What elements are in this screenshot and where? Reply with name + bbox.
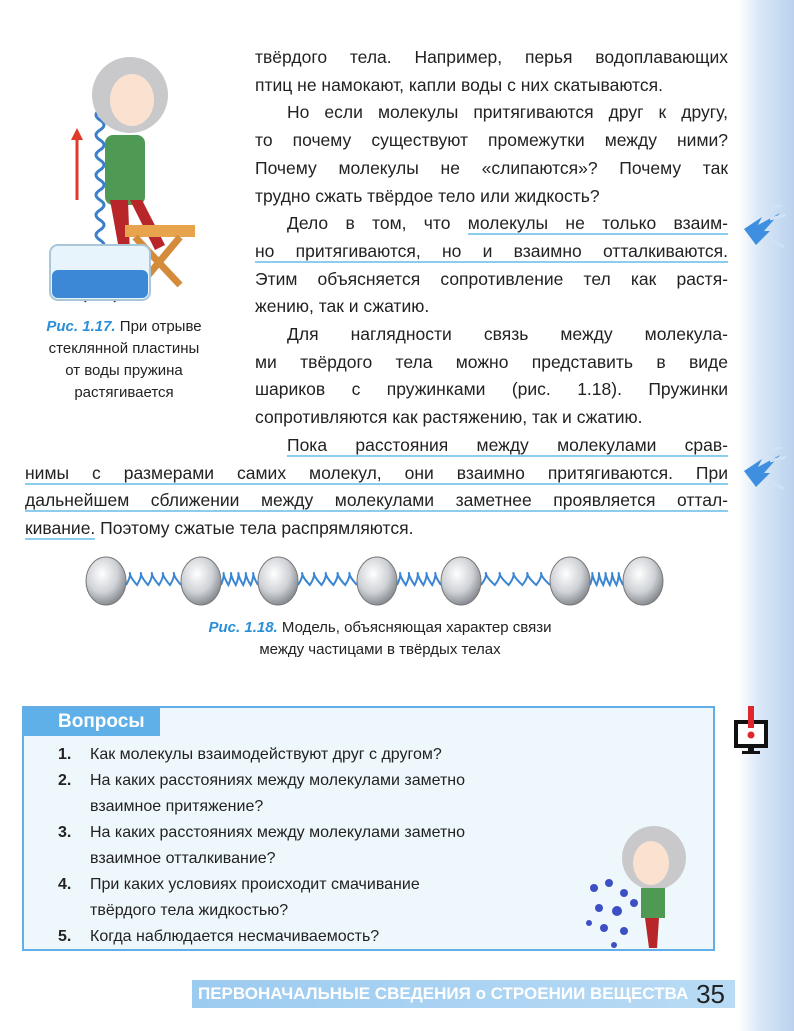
spring-icon — [221, 573, 258, 585]
text-segment: то почему существуют промежутки между ними? — [255, 130, 728, 151]
text-line — [25, 487, 728, 513]
highlight-arrow-icon — [740, 447, 786, 493]
highlighted-text: молекулы не только взаим- — [467, 213, 728, 234]
page-margin-strip — [738, 0, 794, 1031]
question-text: На каких расстояниях между молекулами заметно — [90, 824, 466, 841]
text-segment: твёрдого тела. Например, перья водоплавающих — [255, 47, 728, 67]
text-segment: ми твёрдого тела можно представить в виде — [255, 351, 728, 372]
text-line — [255, 155, 728, 181]
text-segment: трудно сжать твёрдое тело или жидкость? — [255, 185, 600, 206]
ball-molecule — [258, 557, 298, 605]
question-text: Как молекулы взаимодействуют друг с другом? — [90, 746, 442, 763]
caption-line: При отрыве — [119, 318, 202, 335]
page-number: 35 — [696, 979, 725, 1009]
spring-icon — [126, 573, 181, 585]
text-line — [25, 460, 728, 486]
ball-molecule — [86, 557, 126, 605]
caption-line: стеклянной пластины — [48, 340, 200, 357]
spring-icon — [590, 573, 623, 585]
text-segment: Но если молекулы притягиваются друг к другу, — [287, 102, 728, 123]
text-segment: птиц не намокают, капли воды с них скатываются. — [255, 74, 663, 95]
figure-1-17-illustration — [30, 40, 230, 310]
text-segment: жению, так и сжатию. — [255, 296, 430, 317]
caption-line: Модель, объясняющая характер связи — [281, 619, 552, 636]
spring-icon — [298, 573, 357, 585]
ball-molecule — [357, 557, 397, 605]
text-line — [255, 72, 728, 98]
question-number: 5. — [58, 928, 72, 945]
text-line — [255, 293, 728, 319]
figure-label: Рис. 1.18. — [208, 619, 278, 636]
highlighted-text: дальнейшем сближении между молекулами заметнее проявляется оттал- — [25, 490, 728, 511]
text-line — [255, 404, 728, 430]
question-number: 2. — [58, 772, 72, 789]
chapter-title: ПЕРВОНАЧАЛЬНЫЕ СВЕДЕНИЯ о СТРОЕНИИ ВЕЩЕСТВА — [198, 984, 689, 1003]
text-line — [287, 210, 728, 236]
scientist-with-molecule-model-illustration — [579, 823, 689, 948]
question-text: взаимное отталкивание? — [90, 850, 276, 867]
text-segment: Почему молекулы не «слипаются»? Почему так — [255, 157, 728, 178]
figure-label: Рис. 1.17. — [46, 318, 116, 335]
spring-icon — [397, 573, 441, 585]
question-text: взаимное притяжение? — [90, 798, 264, 815]
figure-1-17-caption — [28, 316, 220, 404]
figure-1-18-caption — [150, 617, 610, 661]
text-line — [255, 183, 728, 209]
caption-line: от воды пружина — [65, 362, 183, 379]
text-line — [255, 376, 728, 402]
text-line — [255, 238, 728, 264]
figure-1-18-ball-spring-model — [60, 555, 700, 607]
question-number: 1. — [58, 746, 72, 763]
text-segment: Для наглядности связь между молекула- — [287, 324, 728, 344]
ball-molecule — [550, 557, 590, 605]
text-segment: Дело в том, что — [287, 213, 468, 234]
questions-title: Вопросы — [24, 708, 160, 736]
highlighted-text: Пока расстояния между молекулами срав- — [287, 434, 728, 455]
question-number: 3. — [58, 824, 72, 841]
question-text: твёрдого тела жидкостью? — [90, 902, 289, 919]
text-line — [287, 432, 728, 458]
text-line — [255, 266, 728, 292]
text-line — [255, 349, 728, 375]
question-number: 4. — [58, 876, 72, 893]
text-segment: Поэтому сжатые тела распрямляются. — [95, 517, 414, 538]
ball-molecule — [623, 557, 663, 605]
ball-molecule — [181, 557, 221, 605]
caption-line: растягивается — [74, 384, 174, 401]
text-segment: сопротивляются как растяжению, так и сжатию. — [255, 407, 643, 428]
highlighted-text: но притягиваются, но и взаимно отталкиваются. — [255, 240, 728, 261]
highlighted-text: кивание. — [25, 517, 96, 538]
text-line — [287, 321, 728, 347]
computer-exclamation-icon — [734, 706, 768, 756]
character-vest — [105, 135, 145, 205]
text-line — [25, 515, 728, 541]
question-text: Когда наблюдается несмачиваемость? — [90, 928, 380, 945]
highlighted-text: нимы с размерами самих молекул, они взаимно притягиваются. При — [25, 462, 728, 483]
question-text: При каких условиях происходит смачивание — [90, 876, 420, 893]
caption-line: между частицами в твёрдых телах — [259, 641, 501, 658]
spring-icon — [481, 573, 550, 585]
footer-chapter-bar — [192, 980, 735, 1008]
questions-box — [22, 706, 715, 951]
text-line — [287, 99, 728, 125]
question-text: На каких расстояниях между молекулами заметно — [90, 772, 466, 789]
stool-icon — [125, 225, 195, 237]
text-line — [255, 44, 728, 70]
text-segment: Этим объясняется сопротивление тел как растя- — [255, 268, 728, 289]
text-segment: шариков с пружинками (рис. 1.18). Пружинки — [255, 379, 728, 400]
highlight-arrow-icon — [740, 205, 786, 251]
ball-molecule — [441, 557, 481, 605]
text-line — [255, 127, 728, 153]
